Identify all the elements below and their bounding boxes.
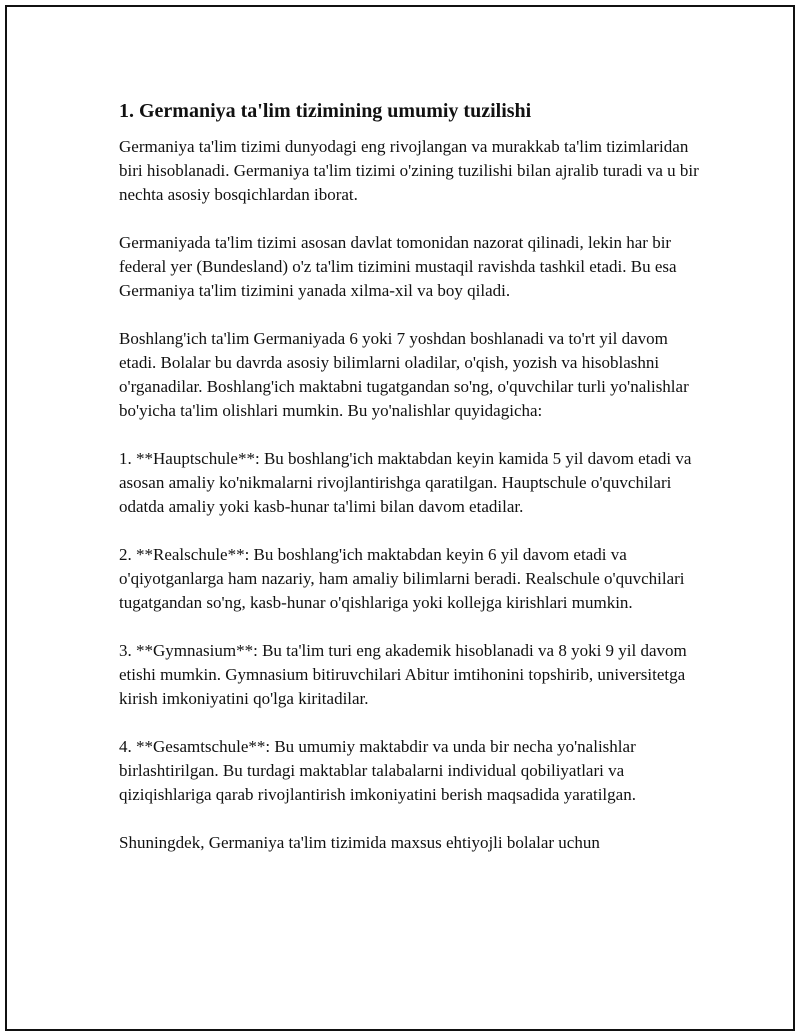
- paragraph-gesamtschule: 4. **Gesamtschule**: Bu umumiy maktabdir va unda bir necha yo'nalishlar birlashtirilgan. Bu turdagi maktablar talabalarni individual qobiliyatlari va qiziqishlariga qarab rivojlantirish imkoniyatini berish maqsadida yaratilgan.: [119, 737, 636, 804]
- paragraph-realschule: 2. **Realschule**: Bu boshlang'ich maktabdan keyin 6 yil davom etadi va o'qiyotganlarga ham nazariy, ham amaliy bilimlarni beradi. Realschule o'quvchilari tugatgandan so'ng, kasb-hunar o'qishlariga yoki kollejga kirishlari mumkin.: [119, 545, 685, 612]
- section-heading: 1. Germaniya ta'lim tizimining umumiy tuzilishi: [119, 100, 532, 122]
- paragraph-primary-education: Boshlang'ich ta'lim Germaniyada 6 yoki 7 yoshdan boshlanadi va to'rt yil davom etadi. Bolalar bu davrda asosiy bilimlarni oladilar, o'qish, yozish va hisoblashni o'rganadilar. Boshlang'ich maktabni tugatgandan so'ng, o'quvchilar turli yo'nalishlar bo'yicha ta'lim olishlari mumkin. Bu yo'nalishlar quyidagicha:: [119, 329, 689, 420]
- paragraph-governance: Germaniyada ta'lim tizimi asosan davlat tomonidan nazorat qilinadi, lekin har bir federal yer (Bundesland) o'z ta'lim tizimini mustaqil ravishda tashkil etadi. Bu esa Germaniya ta'lim tizimini yanada xilma-xil va boy qiladi.: [119, 233, 677, 300]
- paragraph-special-needs: Shuningdek, Germaniya ta'lim tizimida maxsus ehtiyojli bolalar uchun: [119, 833, 600, 852]
- paragraph-hauptschule: 1. **Hauptschule**: Bu boshlang'ich maktabdan keyin kamida 5 yil davom etadi va asosan amaliy ko'nikmalarni rivojlantirishga qaratilgan. Hauptschule o'quvchilari odatda amaliy yoki kasb-hunar ta'limi bilan davom etadilar.: [119, 449, 692, 516]
- document-page: [5, 5, 795, 1031]
- paragraph-intro: Germaniya ta'lim tizimi dunyodagi eng rivojlangan va murakkab ta'lim tizimlaridan biri hisoblanadi. Germaniya ta'lim tizimi o'zining tuzilishi bilan ajralib turadi va u bir nechta asosiy bosqichlardan iborat.: [119, 137, 699, 204]
- document-body: [119, 99, 699, 855]
- paragraph-gymnasium: 3. **Gymnasium**: Bu ta'lim turi eng akademik hisoblanadi va 8 yoki 9 yil davom etishi mumkin. Gymnasium bitiruvchilari Abitur imtihonini topshirib, universitetga kirish imkoniyatini qo'lga kiritadilar.: [119, 641, 687, 708]
